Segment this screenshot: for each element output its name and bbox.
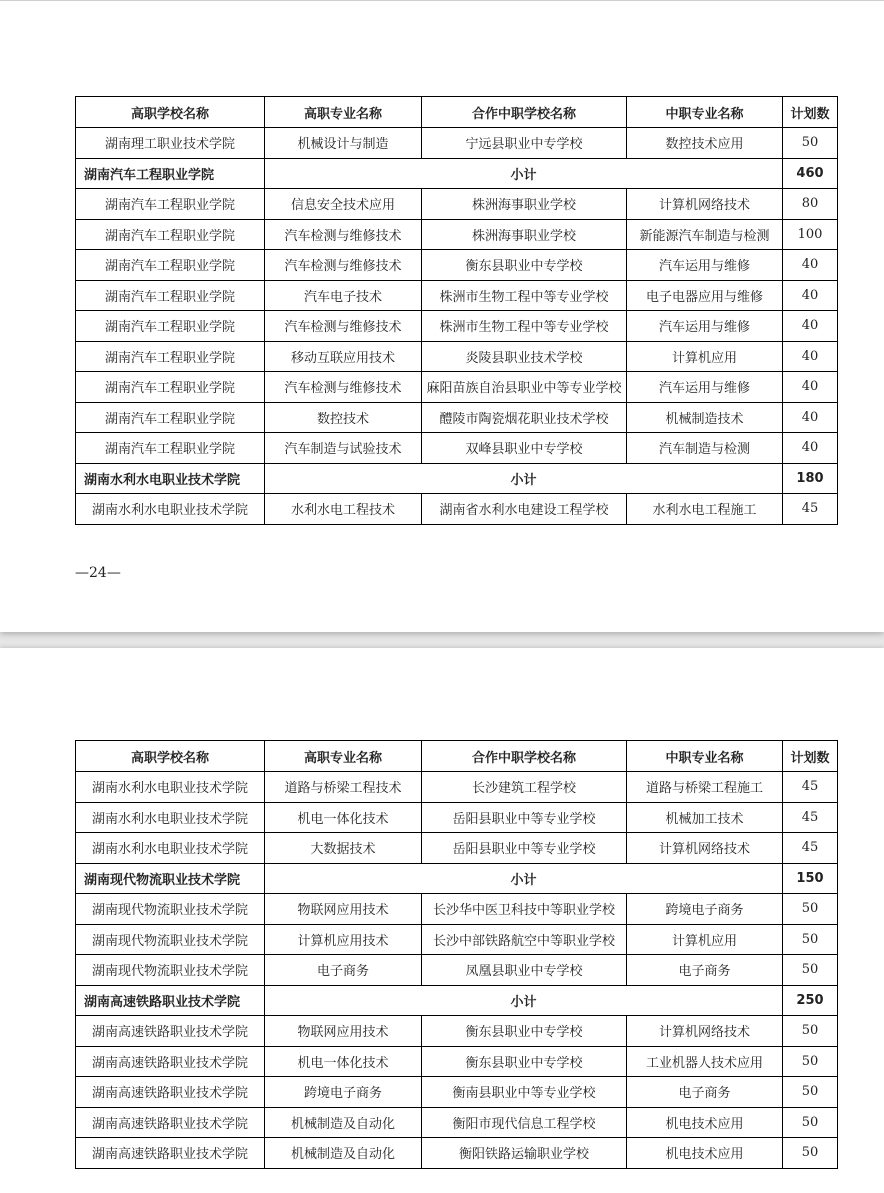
school-cell: 湖南汽车工程职业学院 bbox=[76, 372, 265, 403]
table-row bbox=[76, 433, 838, 464]
school-cell: 湖南高速铁路职业技术学院 bbox=[76, 1138, 265, 1169]
partner-school-cell: 株洲市生物工程中等专业学校 bbox=[422, 280, 627, 311]
partner-school-cell: 衡阳市现代信息工程学校 bbox=[422, 1107, 627, 1138]
plan-cell: 80 bbox=[783, 189, 838, 220]
table-row bbox=[76, 219, 838, 250]
secondary-major-cell: 计算机应用 bbox=[627, 924, 783, 955]
table-row bbox=[76, 1138, 838, 1169]
major-cell: 汽车制造与试验技术 bbox=[265, 433, 422, 464]
school-cell: 湖南汽车工程职业学院 bbox=[76, 402, 265, 433]
plan-cell: 50 bbox=[783, 894, 838, 925]
major-cell: 水利水电工程技术 bbox=[265, 494, 422, 525]
document-page-2 bbox=[0, 648, 884, 1193]
subtotal-school-cell: 湖南汽车工程职业学院 bbox=[76, 158, 265, 189]
major-cell: 数控技术 bbox=[265, 402, 422, 433]
major-cell: 道路与桥梁工程技术 bbox=[265, 772, 422, 803]
subtotal-row bbox=[76, 863, 838, 894]
school-cell: 湖南汽车工程职业学院 bbox=[76, 341, 265, 372]
school-cell: 湖南汽车工程职业学院 bbox=[76, 311, 265, 342]
school-cell: 湖南汽车工程职业学院 bbox=[76, 219, 265, 250]
partner-school-cell: 炎陵县职业技术学校 bbox=[422, 341, 627, 372]
partner-school-cell: 凤凰县职业中专学校 bbox=[422, 955, 627, 986]
header-major: 高职专业名称 bbox=[265, 741, 422, 772]
school-cell: 湖南高速铁路职业技术学院 bbox=[76, 1077, 265, 1108]
plan-cell: 45 bbox=[783, 494, 838, 525]
secondary-major-cell: 计算机网络技术 bbox=[627, 833, 783, 864]
school-cell: 湖南高速铁路职业技术学院 bbox=[76, 1016, 265, 1047]
header-school: 高职学校名称 bbox=[76, 97, 265, 128]
plan-cell: 40 bbox=[783, 250, 838, 281]
major-cell: 汽车检测与维修技术 bbox=[265, 372, 422, 403]
header-plan: 计划数 bbox=[783, 741, 838, 772]
secondary-major-cell: 电子商务 bbox=[627, 955, 783, 986]
table-row bbox=[76, 802, 838, 833]
partner-school-cell: 衡东县职业中专学校 bbox=[422, 1016, 627, 1047]
major-cell: 跨境电子商务 bbox=[265, 1077, 422, 1108]
partner-school-cell: 株洲海事职业学校 bbox=[422, 219, 627, 250]
table-row bbox=[76, 128, 838, 159]
table-row bbox=[76, 1107, 838, 1138]
school-cell: 湖南汽车工程职业学院 bbox=[76, 433, 265, 464]
major-cell: 物联网应用技术 bbox=[265, 1016, 422, 1047]
header-partner-school: 合作中职学校名称 bbox=[422, 741, 627, 772]
subtotal-row bbox=[76, 985, 838, 1016]
partner-school-cell: 株洲海事职业学校 bbox=[422, 189, 627, 220]
secondary-major-cell: 跨境电子商务 bbox=[627, 894, 783, 925]
table-row bbox=[76, 894, 838, 925]
partner-school-cell: 长沙华中医卫科技中等职业学校 bbox=[422, 894, 627, 925]
partner-school-cell: 宁远县职业中专学校 bbox=[422, 128, 627, 159]
plan-cell: 50 bbox=[783, 1077, 838, 1108]
table-row bbox=[76, 955, 838, 986]
subtotal-label-cell: 小计 bbox=[265, 463, 783, 494]
secondary-major-cell: 计算机应用 bbox=[627, 341, 783, 372]
secondary-major-cell: 电子电器应用与维修 bbox=[627, 280, 783, 311]
secondary-major-cell: 数控技术应用 bbox=[627, 128, 783, 159]
secondary-major-cell: 汽车运用与维修 bbox=[627, 372, 783, 403]
major-cell: 机械制造及自动化 bbox=[265, 1138, 422, 1169]
plan-cell: 40 bbox=[783, 311, 838, 342]
subtotal-school-cell: 湖南水利水电职业技术学院 bbox=[76, 463, 265, 494]
major-cell: 物联网应用技术 bbox=[265, 894, 422, 925]
school-cell: 湖南高速铁路职业技术学院 bbox=[76, 1046, 265, 1077]
subtotal-school-cell: 湖南高速铁路职业技术学院 bbox=[76, 985, 265, 1016]
secondary-major-cell: 机械制造技术 bbox=[627, 402, 783, 433]
major-cell: 计算机应用技术 bbox=[265, 924, 422, 955]
table-row bbox=[76, 833, 838, 864]
plan-cell: 45 bbox=[783, 833, 838, 864]
enrollment-plan-table-1 bbox=[75, 96, 838, 525]
partner-school-cell: 岳阳县职业中等专业学校 bbox=[422, 802, 627, 833]
subtotal-row bbox=[76, 158, 838, 189]
secondary-major-cell: 计算机网络技术 bbox=[627, 1016, 783, 1047]
school-cell: 湖南高速铁路职业技术学院 bbox=[76, 1107, 265, 1138]
table-row bbox=[76, 772, 838, 803]
secondary-major-cell: 机电技术应用 bbox=[627, 1107, 783, 1138]
table-row bbox=[76, 341, 838, 372]
plan-cell: 45 bbox=[783, 802, 838, 833]
subtotal-label-cell: 小计 bbox=[265, 158, 783, 189]
plan-cell: 100 bbox=[783, 219, 838, 250]
subtotal-school-cell: 湖南现代物流职业技术学院 bbox=[76, 863, 265, 894]
secondary-major-cell: 汽车运用与维修 bbox=[627, 250, 783, 281]
table-row bbox=[76, 494, 838, 525]
partner-school-cell: 衡阳铁路运输职业学校 bbox=[422, 1138, 627, 1169]
secondary-major-cell: 汽车制造与检测 bbox=[627, 433, 783, 464]
table-row bbox=[76, 1046, 838, 1077]
plan-cell: 40 bbox=[783, 341, 838, 372]
plan-cell: 50 bbox=[783, 1046, 838, 1077]
major-cell: 汽车检测与维修技术 bbox=[265, 250, 422, 281]
plan-cell: 40 bbox=[783, 402, 838, 433]
secondary-major-cell: 水利水电工程施工 bbox=[627, 494, 783, 525]
table-header-row bbox=[76, 97, 838, 128]
table-row bbox=[76, 311, 838, 342]
school-cell: 湖南水利水电职业技术学院 bbox=[76, 772, 265, 803]
table-row bbox=[76, 250, 838, 281]
table-header-row bbox=[76, 741, 838, 772]
secondary-major-cell: 道路与桥梁工程施工 bbox=[627, 772, 783, 803]
plan-cell: 50 bbox=[783, 1138, 838, 1169]
header-partner-school: 合作中职学校名称 bbox=[422, 97, 627, 128]
partner-school-cell: 衡南县职业中等专业学校 bbox=[422, 1077, 627, 1108]
major-cell: 电子商务 bbox=[265, 955, 422, 986]
school-cell: 湖南现代物流职业技术学院 bbox=[76, 894, 265, 925]
header-plan: 计划数 bbox=[783, 97, 838, 128]
partner-school-cell: 湖南省水利水电建设工程学校 bbox=[422, 494, 627, 525]
subtotal-plan-cell: 150 bbox=[783, 863, 838, 894]
partner-school-cell: 醴陵市陶瓷烟花职业技术学校 bbox=[422, 402, 627, 433]
table-row bbox=[76, 402, 838, 433]
subtotal-plan-cell: 460 bbox=[783, 158, 838, 189]
partner-school-cell: 衡东县职业中专学校 bbox=[422, 250, 627, 281]
secondary-major-cell: 计算机网络技术 bbox=[627, 189, 783, 220]
partner-school-cell: 长沙建筑工程学校 bbox=[422, 772, 627, 803]
table-row bbox=[76, 1016, 838, 1047]
secondary-major-cell: 新能源汽车制造与检测 bbox=[627, 219, 783, 250]
table-row bbox=[76, 189, 838, 220]
secondary-major-cell: 机械加工技术 bbox=[627, 802, 783, 833]
table-row bbox=[76, 280, 838, 311]
header-school: 高职学校名称 bbox=[76, 741, 265, 772]
school-cell: 湖南水利水电职业技术学院 bbox=[76, 494, 265, 525]
page-top-border bbox=[0, 0, 884, 1]
partner-school-cell: 麻阳苗族自治县职业中等专业学校 bbox=[422, 372, 627, 403]
secondary-major-cell: 汽车运用与维修 bbox=[627, 311, 783, 342]
major-cell: 大数据技术 bbox=[265, 833, 422, 864]
school-cell: 湖南水利水电职业技术学院 bbox=[76, 833, 265, 864]
major-cell: 机电一体化技术 bbox=[265, 1046, 422, 1077]
partner-school-cell: 衡东县职业中专学校 bbox=[422, 1046, 627, 1077]
plan-cell: 45 bbox=[783, 772, 838, 803]
subtotal-row bbox=[76, 463, 838, 494]
table-row bbox=[76, 924, 838, 955]
school-cell: 湖南汽车工程职业学院 bbox=[76, 189, 265, 220]
school-cell: 湖南理工职业技术学院 bbox=[76, 128, 265, 159]
school-cell: 湖南现代物流职业技术学院 bbox=[76, 955, 265, 986]
major-cell: 机械制造及自动化 bbox=[265, 1107, 422, 1138]
major-cell: 机械设计与制造 bbox=[265, 128, 422, 159]
header-secondary-major: 中职专业名称 bbox=[627, 97, 783, 128]
subtotal-plan-cell: 250 bbox=[783, 985, 838, 1016]
page-number: —24— bbox=[75, 565, 121, 581]
major-cell: 移动互联应用技术 bbox=[265, 341, 422, 372]
partner-school-cell: 双峰县职业中专学校 bbox=[422, 433, 627, 464]
partner-school-cell: 岳阳县职业中等专业学校 bbox=[422, 833, 627, 864]
major-cell: 汽车电子技术 bbox=[265, 280, 422, 311]
table-row bbox=[76, 1077, 838, 1108]
partner-school-cell: 株洲市生物工程中等专业学校 bbox=[422, 311, 627, 342]
table-row bbox=[76, 372, 838, 403]
school-cell: 湖南汽车工程职业学院 bbox=[76, 250, 265, 281]
plan-cell: 40 bbox=[783, 372, 838, 403]
secondary-major-cell: 电子商务 bbox=[627, 1077, 783, 1108]
major-cell: 汽车检测与维修技术 bbox=[265, 219, 422, 250]
school-cell: 湖南现代物流职业技术学院 bbox=[76, 924, 265, 955]
subtotal-plan-cell: 180 bbox=[783, 463, 838, 494]
school-cell: 湖南汽车工程职业学院 bbox=[76, 280, 265, 311]
plan-cell: 50 bbox=[783, 1016, 838, 1047]
plan-cell: 40 bbox=[783, 433, 838, 464]
header-secondary-major: 中职专业名称 bbox=[627, 741, 783, 772]
header-major: 高职专业名称 bbox=[265, 97, 422, 128]
major-cell: 汽车检测与维修技术 bbox=[265, 311, 422, 342]
plan-cell: 50 bbox=[783, 1107, 838, 1138]
major-cell: 机电一体化技术 bbox=[265, 802, 422, 833]
secondary-major-cell: 工业机器人技术应用 bbox=[627, 1046, 783, 1077]
plan-cell: 50 bbox=[783, 955, 838, 986]
subtotal-label-cell: 小计 bbox=[265, 985, 783, 1016]
plan-cell: 50 bbox=[783, 128, 838, 159]
subtotal-label-cell: 小计 bbox=[265, 863, 783, 894]
plan-cell: 50 bbox=[783, 924, 838, 955]
secondary-major-cell: 机电技术应用 bbox=[627, 1138, 783, 1169]
major-cell: 信息安全技术应用 bbox=[265, 189, 422, 220]
plan-cell: 40 bbox=[783, 280, 838, 311]
school-cell: 湖南水利水电职业技术学院 bbox=[76, 802, 265, 833]
partner-school-cell: 长沙中部铁路航空中等职业学校 bbox=[422, 924, 627, 955]
enrollment-plan-table-2 bbox=[75, 740, 838, 1169]
